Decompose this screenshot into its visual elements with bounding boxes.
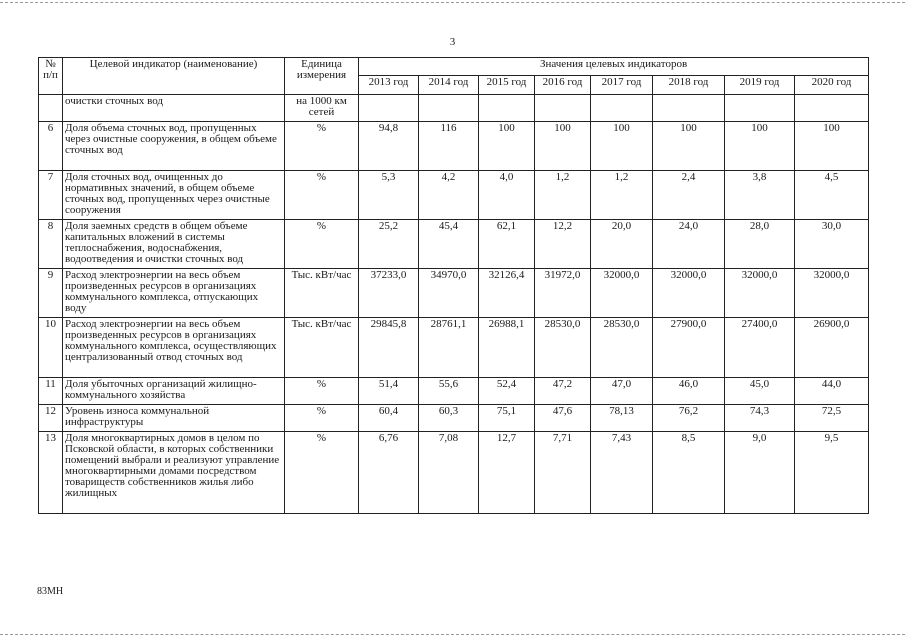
- row-value: [479, 95, 535, 122]
- table-row: [39, 95, 869, 122]
- row-indicator-name: Доля убыточных организаций жилищно-коммунального хозяйства: [63, 378, 285, 405]
- row-value: 100: [535, 122, 591, 171]
- row-value: 1,2: [591, 171, 653, 220]
- row-indicator-name: Доля объема сточных вод, пропущенных через очистные сооружения, в общем объеме сточных вод: [63, 122, 285, 171]
- row-value: 5,3: [359, 171, 419, 220]
- row-value: 28530,0: [591, 318, 653, 378]
- row-indicator-name: очистки сточных вод: [63, 95, 285, 122]
- row-value: 31972,0: [535, 269, 591, 318]
- table-row: [39, 171, 869, 220]
- row-num: 10: [39, 318, 63, 378]
- row-value: 7,08: [419, 432, 479, 514]
- row-value: 44,0: [795, 378, 869, 405]
- row-unit: Тыс. кВт/час: [285, 269, 359, 318]
- row-unit: %: [285, 432, 359, 514]
- header-year: 2016 год: [535, 76, 591, 95]
- table-row: [39, 122, 869, 171]
- row-num: 8: [39, 220, 63, 269]
- row-indicator-name: Доля многоквартирных домов в целом по Псковской области, в которых собственники помещений выбрали и реализуют управление многоквартирными домами посредством товариществ собственников жилья либо жилищных: [63, 432, 285, 514]
- row-value: 32000,0: [725, 269, 795, 318]
- row-value: 74,3: [725, 405, 795, 432]
- page-number: 3: [449, 36, 456, 48]
- row-value: 12,7: [479, 432, 535, 514]
- row-value: 26900,0: [795, 318, 869, 378]
- table-row: [39, 432, 869, 514]
- row-value: 100: [653, 122, 725, 171]
- row-value: 12,2: [535, 220, 591, 269]
- row-value: 6,76: [359, 432, 419, 514]
- row-value: 30,0: [795, 220, 869, 269]
- table-row: [39, 378, 869, 405]
- row-value: 76,2: [653, 405, 725, 432]
- row-value: [535, 95, 591, 122]
- row-value: 75,1: [479, 405, 535, 432]
- row-value: 9,5: [795, 432, 869, 514]
- row-value: [359, 95, 419, 122]
- row-num: 11: [39, 378, 63, 405]
- row-value: 52,4: [479, 378, 535, 405]
- row-value: 1,2: [535, 171, 591, 220]
- row-value: 28761,1: [419, 318, 479, 378]
- header-num: № п/п: [39, 58, 63, 95]
- row-unit: на 1000 км сетей: [285, 95, 359, 122]
- header-year: 2017 год: [591, 76, 653, 95]
- row-num: 6: [39, 122, 63, 171]
- row-value: 55,6: [419, 378, 479, 405]
- row-value: 47,0: [591, 378, 653, 405]
- row-value: 3,8: [725, 171, 795, 220]
- row-value: 47,2: [535, 378, 591, 405]
- row-value: 27400,0: [725, 318, 795, 378]
- row-value: [725, 95, 795, 122]
- row-value: 32126,4: [479, 269, 535, 318]
- row-value: 45,0: [725, 378, 795, 405]
- header-indicator-name: Целевой индикатор (наименование): [63, 58, 285, 95]
- header-year: 2015 год: [479, 76, 535, 95]
- row-value: 25,2: [359, 220, 419, 269]
- row-value: 47,6: [535, 405, 591, 432]
- row-unit: %: [285, 220, 359, 269]
- row-value: 100: [795, 122, 869, 171]
- row-value: [653, 95, 725, 122]
- row-unit: %: [285, 122, 359, 171]
- row-value: 60,4: [359, 405, 419, 432]
- row-num: 9: [39, 269, 63, 318]
- row-value: 24,0: [653, 220, 725, 269]
- row-num: [39, 95, 63, 122]
- row-value: 8,5: [653, 432, 725, 514]
- row-value: 51,4: [359, 378, 419, 405]
- row-value: 4,2: [419, 171, 479, 220]
- row-value: 4,0: [479, 171, 535, 220]
- row-value: 32000,0: [795, 269, 869, 318]
- row-value: 45,4: [419, 220, 479, 269]
- header-year: 2018 год: [653, 76, 725, 95]
- row-value: 2,4: [653, 171, 725, 220]
- row-value: 32000,0: [591, 269, 653, 318]
- row-value: 7,43: [591, 432, 653, 514]
- row-value: 29845,8: [359, 318, 419, 378]
- row-value: 37233,0: [359, 269, 419, 318]
- row-value: [591, 95, 653, 122]
- table-row: [39, 220, 869, 269]
- table-row: [39, 405, 869, 432]
- row-value: 34970,0: [419, 269, 479, 318]
- row-value: 9,0: [725, 432, 795, 514]
- header-unit: Единица измерения: [285, 58, 359, 95]
- row-unit: %: [285, 405, 359, 432]
- row-value: 46,0: [653, 378, 725, 405]
- row-value: 100: [591, 122, 653, 171]
- row-num: 7: [39, 171, 63, 220]
- header-year: 2014 год: [419, 76, 479, 95]
- row-value: 62,1: [479, 220, 535, 269]
- row-value: 20,0: [591, 220, 653, 269]
- row-value: 4,5: [795, 171, 869, 220]
- row-value: 28,0: [725, 220, 795, 269]
- row-value: 32000,0: [653, 269, 725, 318]
- row-indicator-name: Доля заемных средств в общем объеме капитальных вложений в системы теплоснабжения, водоснабжения, водоотведения и очистки сточных вод: [63, 220, 285, 269]
- row-value: 72,5: [795, 405, 869, 432]
- row-unit: Тыс. кВт/час: [285, 318, 359, 378]
- row-value: [795, 95, 869, 122]
- page-bottom-edge: [0, 634, 905, 635]
- row-value: 78,13: [591, 405, 653, 432]
- row-unit: %: [285, 171, 359, 220]
- row-value: 28530,0: [535, 318, 591, 378]
- row-indicator-name: Доля сточных вод, очищенных до нормативных значений, в общем объеме сточных вод, пропущенных через очистные сооружения: [63, 171, 285, 220]
- table-row: [39, 318, 869, 378]
- row-value: 27900,0: [653, 318, 725, 378]
- row-num: 13: [39, 432, 63, 514]
- row-value: 94,8: [359, 122, 419, 171]
- table-row: [39, 269, 869, 318]
- header-year: 2020 год: [795, 76, 869, 95]
- header-year: 2013 год: [359, 76, 419, 95]
- row-num: 12: [39, 405, 63, 432]
- row-value: 100: [725, 122, 795, 171]
- header-values-group: Значения целевых индикаторов: [359, 58, 869, 76]
- row-value: 26988,1: [479, 318, 535, 378]
- row-value: 116: [419, 122, 479, 171]
- row-indicator-name: Расход электроэнергии на весь объем произведенных ресурсов в организациях коммунального комплекса, осуществляющих централизованный отвод сточных вод: [63, 318, 285, 378]
- row-indicator-name: Уровень износа коммунальной инфраструктуры: [63, 405, 285, 432]
- row-unit: %: [285, 378, 359, 405]
- row-value: 7,71: [535, 432, 591, 514]
- header-year: 2019 год: [725, 76, 795, 95]
- indicators-table: [38, 57, 869, 514]
- row-indicator-name: Расход электроэнергии на весь объем произведенных ресурсов в организациях коммунального комплекса, отпускающих воду: [63, 269, 285, 318]
- row-value: [419, 95, 479, 122]
- footer-code: 83МН: [37, 586, 64, 597]
- table-header-row: [39, 58, 869, 76]
- page-top-edge: [0, 2, 905, 3]
- row-value: 60,3: [419, 405, 479, 432]
- row-value: 100: [479, 122, 535, 171]
